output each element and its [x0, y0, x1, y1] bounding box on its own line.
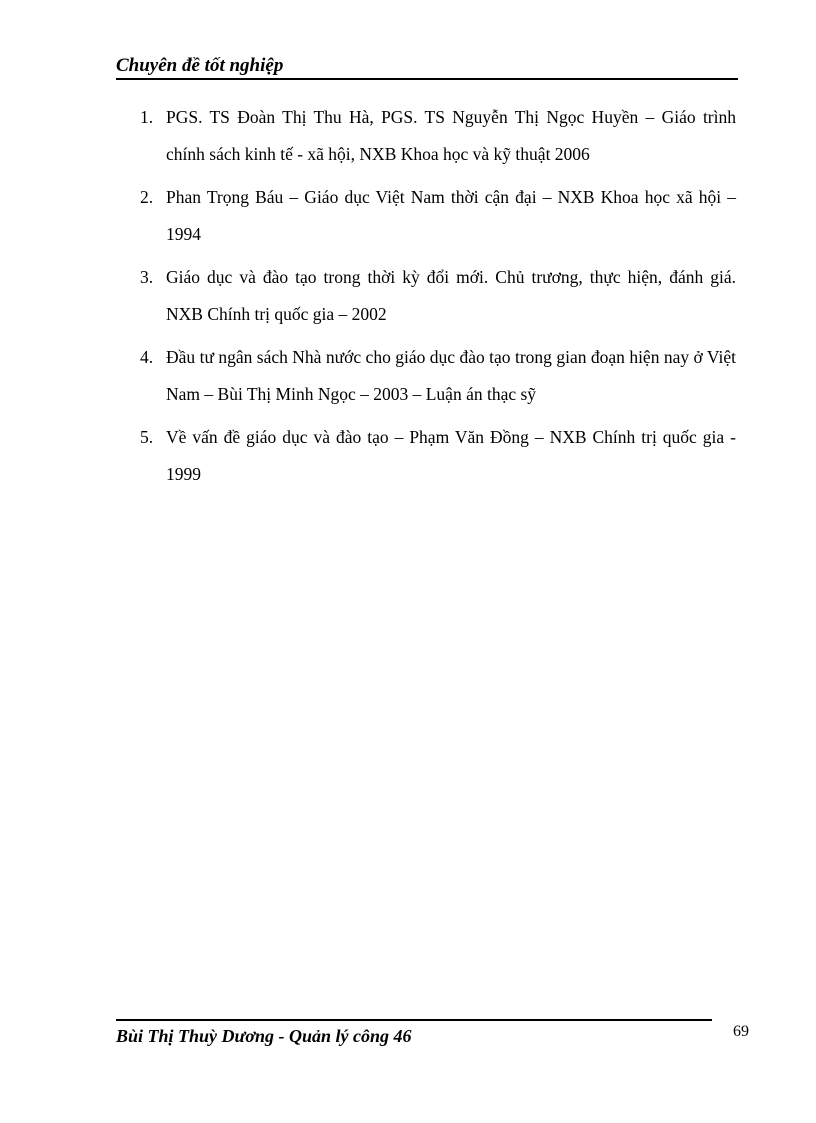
reference-number: 2. [140, 187, 154, 207]
reference-number: 5. [140, 427, 154, 447]
reference-item [140, 99, 736, 173]
reference-number: 3. [140, 267, 154, 287]
reference-list [140, 99, 736, 499]
reference-item [140, 179, 736, 253]
header-title: Chuyên đề tốt nghiệp [116, 55, 284, 76]
page-number: 69 [733, 1023, 749, 1040]
reference-item [140, 259, 736, 333]
reference-text: Đầu tư ngân sách Nhà nước cho giáo dục đào tạo trong gian đoạn hiện nay ở Việt Nam – Bùi Thị Minh Ngọc – 2003 – Luận án thạc sỹ [166, 347, 736, 404]
footer-author: Bùi Thị Thuỳ Dương - Quản lý công 46 [116, 1026, 412, 1046]
reference-text: PGS. TS Đoàn Thị Thu Hà, PGS. TS Nguyễn Thị Ngọc Huyền – Giáo trình chính sách kinh tế - xã hội, NXB Khoa học và kỹ thuật 2006 [166, 107, 736, 164]
reference-text: Phan Trọng Báu – Giáo dục Việt Nam thời cận đại – NXB Khoa học xã hội – 1994 [166, 187, 736, 244]
reference-item [140, 419, 736, 493]
reference-text: Về vấn đề giáo dục và đào tạo – Phạm Văn Đồng – NXB Chính trị quốc gia - 1999 [166, 427, 736, 484]
reference-number: 4. [140, 347, 154, 367]
header-rule [116, 78, 738, 80]
reference-item [140, 339, 736, 413]
reference-number: 1. [140, 107, 154, 127]
reference-text: Giáo dục và đào tạo trong thời kỳ đổi mới. Chủ trương, thực hiện, đánh giá. NXB Chính trị quốc gia – 2002 [166, 267, 736, 324]
footer-rule [116, 1019, 712, 1021]
